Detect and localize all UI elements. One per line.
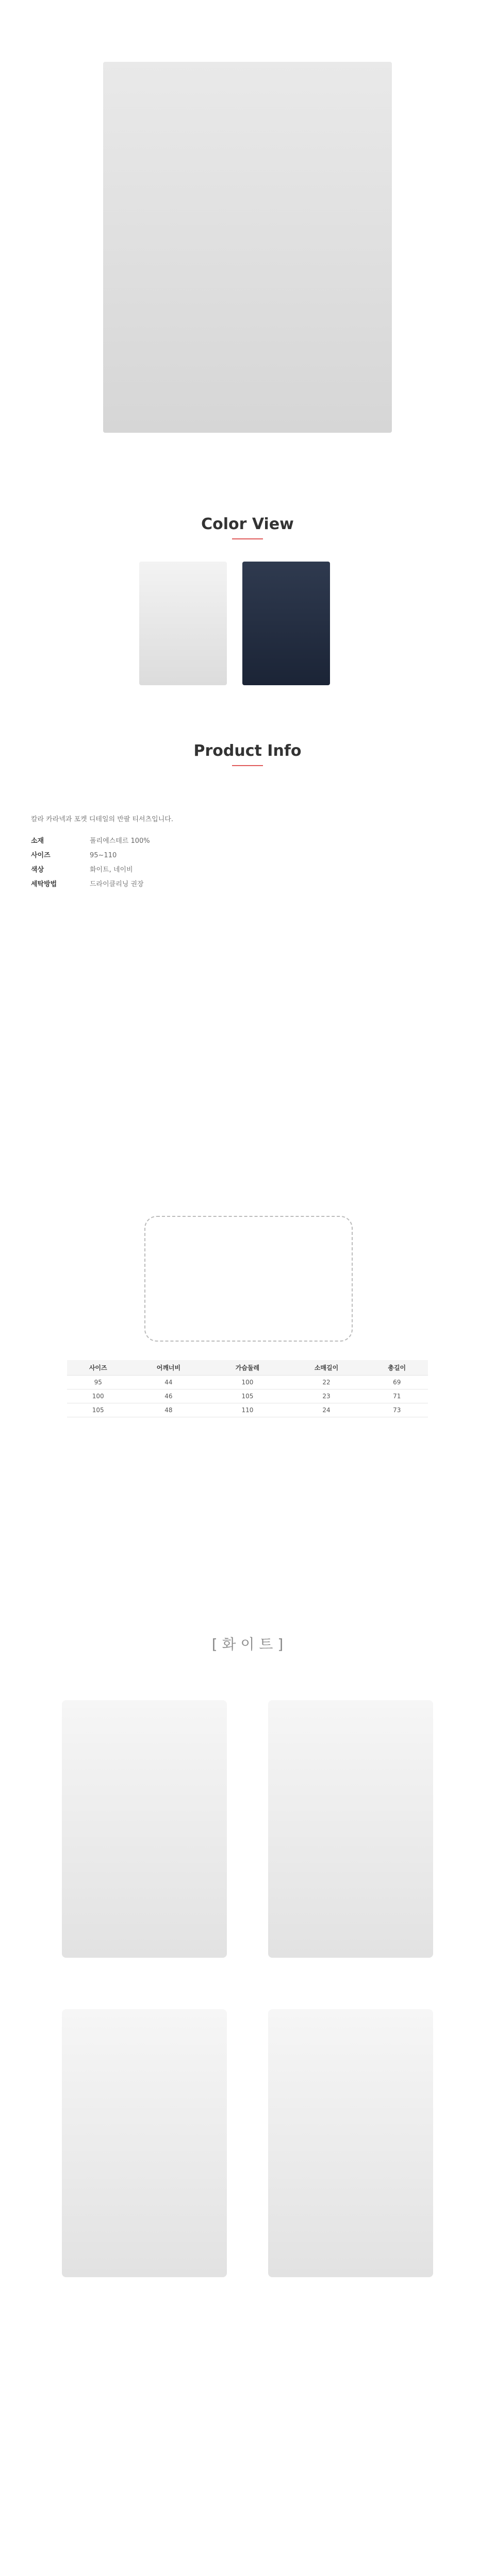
white-shirt-back-image (268, 2009, 433, 2277)
info-row-material (31, 836, 464, 847)
table-cell: 48 (129, 1403, 208, 1417)
table-cell: 105 (208, 1389, 287, 1403)
table-cell: 100 (67, 1389, 129, 1403)
size-table (67, 1360, 428, 1417)
table-header-cell: 가슴둘레 (208, 1360, 287, 1376)
table-row (67, 1389, 428, 1403)
table-cell: 23 (287, 1389, 366, 1403)
product-description: 칼라 카라넥과 포켓 디테일의 반팔 티셔츠입니다. (31, 816, 173, 823)
table-cell: 69 (366, 1376, 428, 1389)
section-title-color-view: Color View (201, 515, 294, 533)
info-value: 드라이클리닝 권장 (90, 880, 144, 888)
table-cell: 24 (287, 1403, 366, 1417)
table-cell: 100 (208, 1376, 287, 1389)
table-cell: 105 (67, 1403, 129, 1417)
table-cell: 46 (129, 1389, 208, 1403)
table-cell: 44 (129, 1376, 208, 1389)
white-shirt-side-image (62, 2009, 227, 2277)
color-swatch-white (139, 562, 227, 685)
info-key: 세탁방법 (31, 880, 57, 888)
table-row (67, 1403, 428, 1417)
info-value: 95~110 (90, 852, 117, 859)
measurement-diagram (144, 1216, 353, 1342)
info-row-size (31, 850, 464, 861)
table-cell: 73 (366, 1403, 428, 1417)
section-underline (232, 765, 263, 766)
table-header-cell: 총길이 (366, 1360, 428, 1376)
product-info-block (31, 814, 464, 893)
table-header-cell: 사이즈 (67, 1360, 129, 1376)
section-title-product-info: Product Info (193, 742, 302, 760)
table-header-row (67, 1360, 428, 1376)
section-label-white: [ 화 이 트 ] (211, 1636, 284, 1653)
table-row (67, 1376, 428, 1389)
hero-image-two-shirts (103, 62, 392, 433)
table-cell: 22 (287, 1376, 366, 1389)
info-row-color (31, 865, 464, 876)
info-key: 소재 (31, 837, 44, 845)
table-cell: 95 (67, 1376, 129, 1389)
white-shirt-front-image (62, 1700, 227, 1958)
section-underline (232, 538, 263, 539)
table-header-cell: 소매길이 (287, 1360, 366, 1376)
table-cell: 71 (366, 1389, 428, 1403)
info-key: 색상 (31, 866, 44, 874)
table-header-cell: 어깨너비 (129, 1360, 208, 1376)
info-value: 폴리에스테르 100% (90, 837, 150, 845)
info-value: 화이트, 네이비 (90, 866, 133, 874)
white-shirt-front-image-alt (268, 1700, 433, 1958)
info-key: 사이즈 (31, 852, 51, 859)
table-cell: 110 (208, 1403, 287, 1417)
info-row-wash (31, 879, 464, 890)
color-swatch-navy (242, 562, 330, 685)
